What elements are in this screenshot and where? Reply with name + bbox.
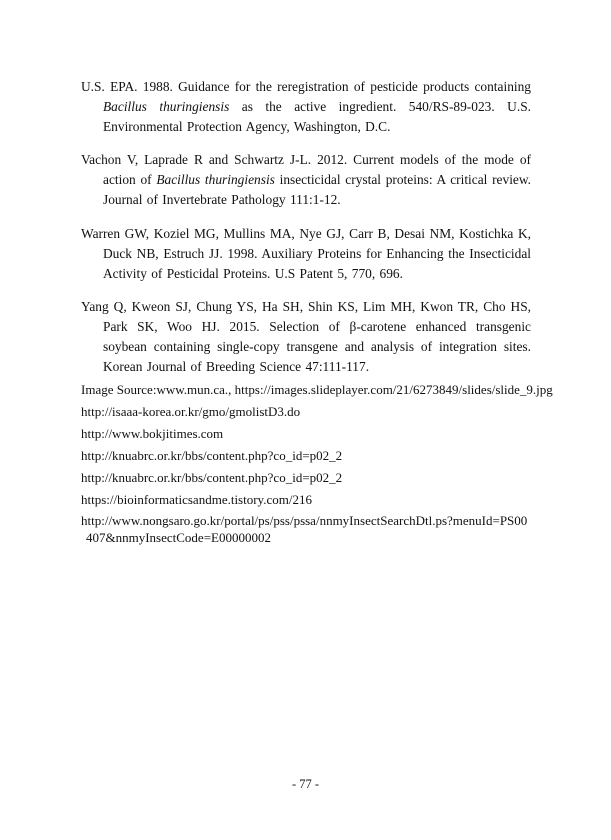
reference-item — [81, 224, 531, 284]
page-number: - 77 - — [291, 777, 320, 791]
reference-item — [81, 77, 531, 137]
reference-item — [81, 297, 531, 377]
reference-text: Warren GW, Koziel MG, Mullins MA, Nye GJ, Carr B, Desai NM, Kostichka K, Duck NB, Estruch JJ. 1998. Auxiliary Proteins for Enhancing the Insecticidal Activity of Pesticidal Proteins. U.S Patent 5, 770, 696. — [81, 225, 531, 281]
reference-text: insecticidal crystal proteins: A critical review. Journal of Invertebrate Pathology 111:1-12. — [103, 172, 532, 208]
source-link[interactable]: http://www.nongsaro.go.kr/portal/ps/pss/pssa/nnmyInsectSearchDtl.ps?menuId=PS00407&nnmyInsectCode=E00000002 — [81, 513, 528, 546]
species-name: Bacillus thuringiensis — [156, 172, 275, 188]
source-link[interactable]: http://knuabrc.or.kr/bbs/content.php?co_id=p02_2 — [81, 470, 343, 486]
source-link[interactable]: https://bioinformaticsandme.tistory.com/216 — [81, 492, 312, 508]
reference-text: as the active ingredient. 540/RS-89-023. U.S. Environmental Protection Agency, Washington, D.C. — [103, 99, 531, 134]
reference-list — [81, 77, 553, 548]
species-name: Bacillus thuringiensis — [103, 99, 230, 114]
image-source: Image Source:www.mun.ca., https://images.slideplayer.com/21/6273849/slides/slide_9.jpg — [81, 382, 553, 398]
source-link[interactable]: http://www.bokjitimes.com — [81, 426, 224, 442]
source-link[interactable]: http://isaaa-korea.or.kr/gmo/gmolistD3.do — [81, 404, 301, 420]
reference-item — [81, 150, 531, 210]
source-link[interactable]: http://knuabrc.or.kr/bbs/content.php?co_id=p02_2 — [81, 448, 343, 464]
reference-text: Vachon V, Laprade R and Schwartz J-L. 2012. Current models of the mode of action of — [81, 152, 531, 188]
reference-text: U.S. EPA. 1988. Guidance for the reregistration of pesticide products containing — [81, 79, 531, 94]
reference-text: Yang Q, Kweon SJ, Chung YS, Ha SH, Shin KS, Lim MH, Kwon TR, Cho HS, Park SK, Woo HJ. 2015. Selection of β-carotene enhanced transgenic soybean containing single-copy transgene and analysis of integration sites. Korean Journal of Breeding Science 47:111-117. — [81, 299, 531, 375]
